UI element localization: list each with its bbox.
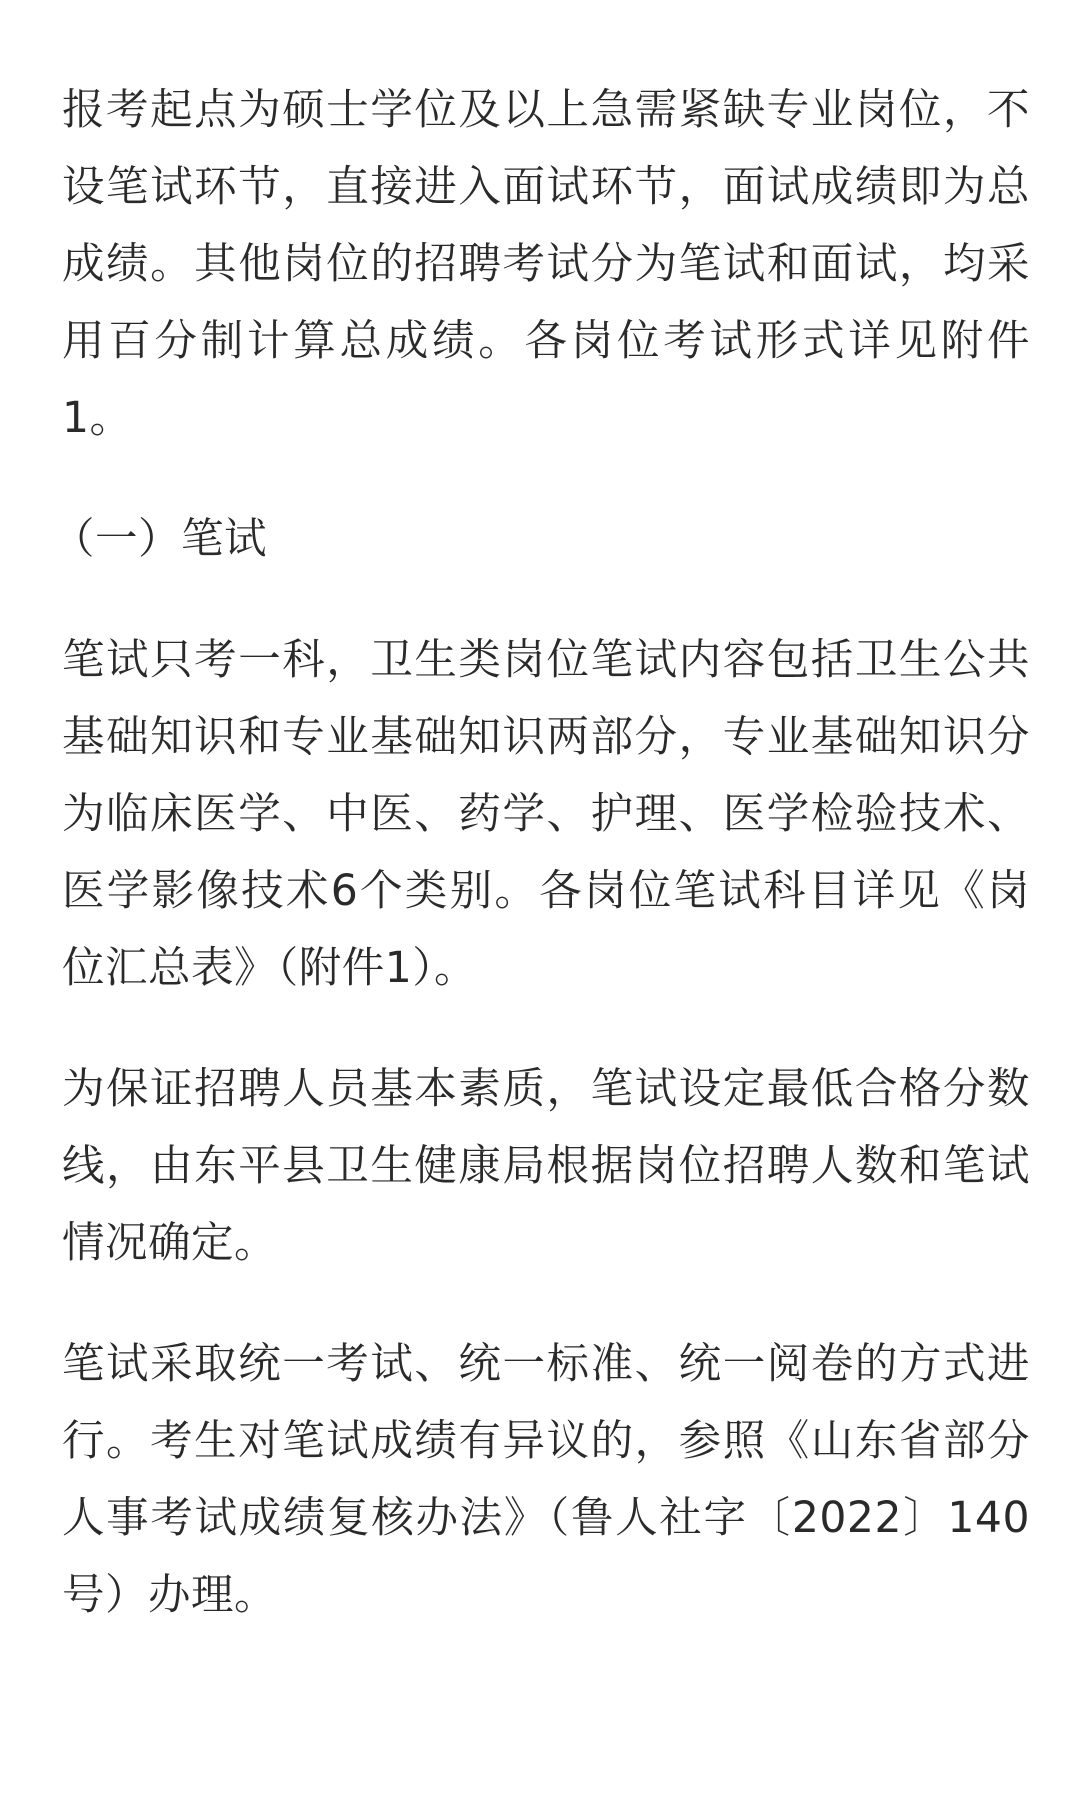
paragraph-exam-format: 报考起点为硕士学位及以上急需紧缺专业岗位，不设笔试环节，直接进入面试环节，面试成绩即为总成绩。其他岗位的招聘考试分为笔试和面试，均采用百分制计算总成绩。各岗位考试形式详见附件1。 xyxy=(62,86,1030,443)
paragraph-passing-score: 为保证招聘人员基本素质，笔试设定最低合格分数线，由东平县卫生健康局根据岗位招聘人数和笔试情况确定。 xyxy=(62,1065,1030,1268)
paragraph-exam-procedure: 笔试采取统一考试、统一标准、统一阅卷的方式进行。考生对笔试成绩有异议的，参照《山东省部分人事考试成绩复核办法》（鲁人社字〔2022〕140号）办理。 xyxy=(62,1340,1030,1620)
paragraph-written-exam-content: 笔试只考一科，卫生类岗位笔试内容包括卫生公共基础知识和专业基础知识两部分，专业基础知识分为临床医学、中医、药学、护理、医学检验技术、医学影像技术6个类别。各岗位笔试科目详见《岗位汇总表》（附件1）。 xyxy=(62,636,1030,993)
section-heading-written-exam: （一）笔试 xyxy=(52,515,268,564)
article-body xyxy=(52,72,1030,1678)
